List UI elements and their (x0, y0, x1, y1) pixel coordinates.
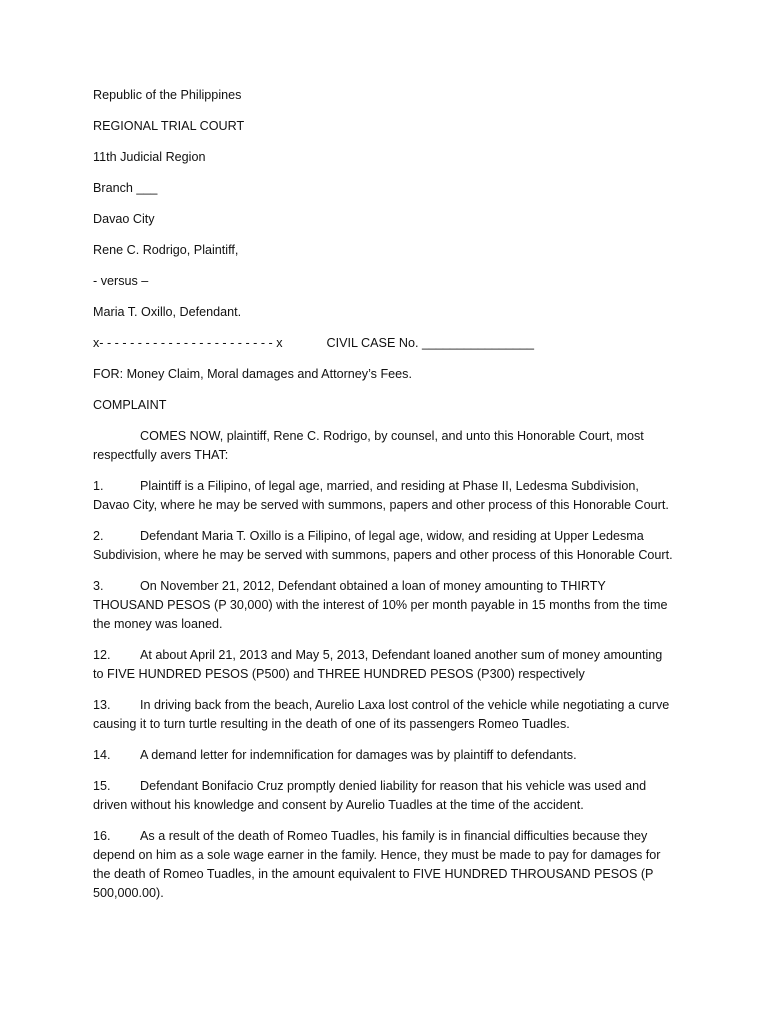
paragraph-number: 3. (93, 579, 104, 593)
branch-line: Branch ___ (93, 181, 158, 195)
paragraph-text: Plaintiff is a Filipino, of legal age, married, and residing at Phase II, Ledesma Subdivision, Davao City, where he may be served with summons, papers and other process of this Honorable Court. (93, 479, 669, 512)
paragraph-text: At about April 21, 2013 and May 5, 2013, Defendant loaned another sum of money amounting to FIVE HUNDRED PESOS (P500) and THREE HUNDRED PESOS (P300) respectively (93, 648, 663, 681)
paragraph-text: On November 21, 2012, Defendant obtained a loan of money amounting to THIRTY THOUSAND PESOS (P 30,000) with the interest of 10% per month payable in 15 months from the time the money was loaned. (93, 579, 668, 631)
versus-line: - versus – (93, 274, 149, 288)
numbered-paragraph (93, 646, 675, 684)
court-name: REGIONAL TRIAL COURT (93, 119, 245, 133)
paragraph-text: Defendant Bonifacio Cruz promptly denied liability for reason that his vehicle was used and driven without his knowledge and consent by Aurelio Tuadles at the time of the accident. (93, 779, 647, 812)
paragraph-text: A demand letter for indemnification for damages was by plaintiff to defendants. (140, 748, 577, 762)
defendant-line: Maria T. Oxillo, Defendant. (93, 305, 242, 319)
paragraph-number: 14. (93, 748, 111, 762)
intro-paragraph: COMES NOW, plaintiff, Rene C. Rodrigo, by counsel, and unto this Honorable Court, most respectfully avers THAT: (93, 429, 644, 462)
numbered-paragraph (93, 527, 675, 565)
nature-of-action: FOR: Money Claim, Moral damages and Attorney’s Fees. (93, 367, 412, 381)
numbered-paragraph (93, 477, 675, 515)
plaintiff-line: Rene C. Rodrigo, Plaintiff, (93, 243, 239, 257)
paragraph-number: 16. (93, 829, 111, 843)
numbered-paragraph (93, 777, 675, 815)
paragraph-number: 2. (93, 529, 104, 543)
caption-divider: x- - - - - - - - - - - - - - - - - - - - - - - x (93, 336, 283, 350)
numbered-paragraph (93, 577, 675, 634)
civil-case-number: CIVIL CASE No. ________________ (326, 336, 535, 350)
paragraph-text: In driving back from the beach, Aurelio Laxa lost control of the vehicle while negotiating a curve causing it to turn turtle resulting in the death of one of its passengers Romeo Tuadles. (93, 698, 670, 731)
paragraph-number: 12. (93, 648, 111, 662)
republic-line: Republic of the Philippines (93, 88, 242, 102)
document-body (93, 86, 675, 915)
paragraph-number: 1. (93, 479, 104, 493)
city-line: Davao City (93, 212, 155, 226)
document-title: COMPLAINT (93, 398, 167, 412)
paragraph-text: As a result of the death of Romeo Tuadles, his family is in financial difficulties because they depend on him as a sole wage earner in the family. Hence, they must be made to pay for damages for the death of Romeo Tuadles, in the amount equivalent to FIVE HUNDRED THROUSAND PESOS (P 500,000.00). (93, 829, 661, 900)
paragraph-text: Defendant Maria T. Oxillo is a Filipino, of legal age, widow, and residing at Upper Ledesma Subdivision, where he may be served with summons, papers and other process of this Honorable Court. (93, 529, 673, 562)
case-caption (93, 334, 675, 353)
numbered-paragraph (93, 746, 675, 765)
paragraph-number: 15. (93, 779, 111, 793)
judicial-region: 11th Judicial Region (93, 150, 206, 164)
numbered-paragraph (93, 696, 675, 734)
numbered-paragraph (93, 827, 675, 903)
paragraph-number: 13. (93, 698, 111, 712)
